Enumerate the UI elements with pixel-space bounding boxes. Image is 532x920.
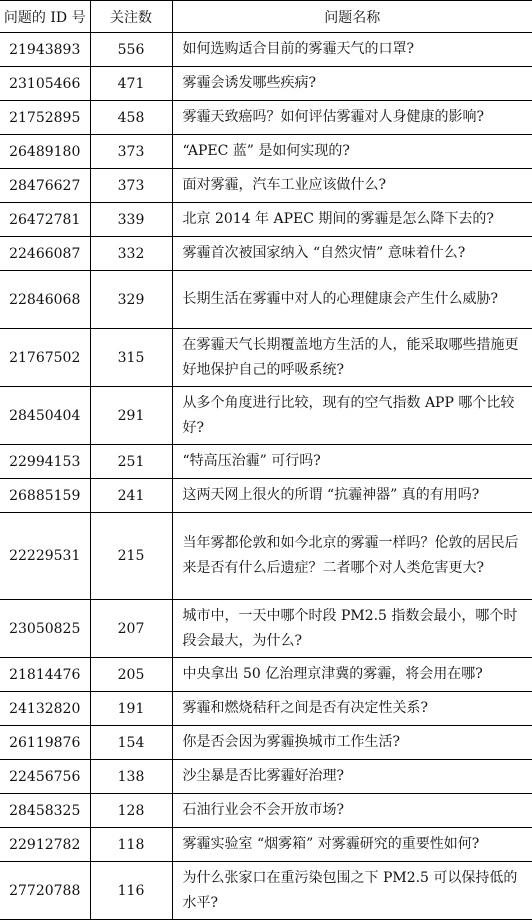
table-row xyxy=(0,794,532,828)
question-title-cell: 从多个角度进行比较，现有的空气指数 APP 哪个比较好? xyxy=(172,387,532,445)
question-id-cell: 21767502 xyxy=(0,329,90,387)
table-row xyxy=(0,600,532,658)
question-title-cell: 当年雾都伦敦和如今北京的雾霾一样吗？伦敦的居民后来是否有什么后遗症？二者哪个对人类危害更大? xyxy=(172,513,532,600)
question-id-cell: 22912782 xyxy=(0,828,90,862)
table-row xyxy=(0,445,532,479)
followers-cell: 339 xyxy=(90,203,172,237)
question-title-cell: 沙尘暴是否比雾霾好治理? xyxy=(172,760,532,794)
question-id-cell: 23050825 xyxy=(0,600,90,658)
question-id-cell: 22229531 xyxy=(0,513,90,600)
question-id-cell: 21943893 xyxy=(0,33,90,67)
table-row xyxy=(0,513,532,600)
table-row xyxy=(0,760,532,794)
question-title-cell: 北京 2014 年 APEC 期间的雾霾是怎么降下去的? xyxy=(172,203,532,237)
question-id-cell: 28476627 xyxy=(0,169,90,203)
question-id-cell: 26885159 xyxy=(0,479,90,513)
table-row xyxy=(0,67,532,101)
followers-cell: 118 xyxy=(90,828,172,862)
followers-cell: 207 xyxy=(90,600,172,658)
question-title-cell: 雾霾会诱发哪些疾病? xyxy=(172,67,532,101)
question-id-cell: 23105466 xyxy=(0,67,90,101)
table-row xyxy=(0,33,532,67)
followers-cell: 471 xyxy=(90,67,172,101)
followers-cell: 291 xyxy=(90,387,172,445)
table-row xyxy=(0,387,532,445)
question-id-cell: 22846068 xyxy=(0,271,90,329)
followers-cell: 556 xyxy=(90,33,172,67)
header-row xyxy=(0,1,532,33)
followers-cell: 215 xyxy=(90,513,172,600)
question-id-cell: 22994153 xyxy=(0,445,90,479)
followers-cell: 241 xyxy=(90,479,172,513)
table-row xyxy=(0,828,532,862)
question-title-cell: 你是否会因为雾霾换城市工作生活? xyxy=(172,726,532,760)
question-id-cell: 26119876 xyxy=(0,726,90,760)
followers-cell: 332 xyxy=(90,237,172,271)
question-title-cell: 面对雾霾，汽车工业应该做什么? xyxy=(172,169,532,203)
question-id-cell: 22466087 xyxy=(0,237,90,271)
followers-cell: 251 xyxy=(90,445,172,479)
followers-cell: 373 xyxy=(90,169,172,203)
followers-cell: 373 xyxy=(90,135,172,169)
table-row xyxy=(0,271,532,329)
question-id-cell: 27720788 xyxy=(0,862,90,920)
question-title-cell: 雾霾实验室 “烟雾箱” 对雾霾研究的重要性如何? xyxy=(172,828,532,862)
header-followers: 关注数 xyxy=(90,1,172,33)
question-title-cell: 中央拿出 50 亿治理京津冀的雾霾，将会用在哪? xyxy=(172,658,532,692)
question-title-cell: 石油行业会不会开放市场? xyxy=(172,794,532,828)
table-row xyxy=(0,237,532,271)
table-row xyxy=(0,101,532,135)
question-title-cell: 为什么张家口在重污染包围之下 PM2.5 可以保持低的水平? xyxy=(172,862,532,920)
table-row xyxy=(0,658,532,692)
table-row xyxy=(0,726,532,760)
question-id-cell: 24132820 xyxy=(0,692,90,726)
question-title-cell: “特高压治霾” 可行吗? xyxy=(172,445,532,479)
followers-cell: 138 xyxy=(90,760,172,794)
question-title-cell: 在雾霾天气长期覆盖地方生活的人，能采取哪些措施更好地保护自己的呼吸系统? xyxy=(172,329,532,387)
table-row xyxy=(0,329,532,387)
question-title-cell: 雾霾首次被国家纳入 “自然灾情” 意味着什么? xyxy=(172,237,532,271)
question-title-cell: “APEC 蓝” 是如何实现的? xyxy=(172,135,532,169)
table-row xyxy=(0,479,532,513)
table-row xyxy=(0,135,532,169)
followers-cell: 116 xyxy=(90,862,172,920)
followers-cell: 154 xyxy=(90,726,172,760)
question-id-cell: 21814476 xyxy=(0,658,90,692)
question-id-cell: 28450404 xyxy=(0,387,90,445)
question-title-cell: 雾霾天致癌吗？如何评估雾霾对人身健康的影响? xyxy=(172,101,532,135)
followers-cell: 315 xyxy=(90,329,172,387)
followers-cell: 329 xyxy=(90,271,172,329)
question-id-cell: 21752895 xyxy=(0,101,90,135)
question-title-cell: 如何选购适合目前的雾霾天气的口罩? xyxy=(172,33,532,67)
followers-cell: 205 xyxy=(90,658,172,692)
header-question: 问题名称 xyxy=(172,1,532,33)
question-id-cell: 26472781 xyxy=(0,203,90,237)
question-id-cell: 28458325 xyxy=(0,794,90,828)
followers-cell: 191 xyxy=(90,692,172,726)
question-title-cell: 城市中，一天中哪个时段 PM2.5 指数会最小，哪个时段会最大，为什么? xyxy=(172,600,532,658)
question-title-cell: 长期生活在雾霾中对人的心理健康会产生什么威胁? xyxy=(172,271,532,329)
table-row xyxy=(0,169,532,203)
question-title-cell: 这两天网上很火的所谓 “抗霾神器” 真的有用吗? xyxy=(172,479,532,513)
table-row xyxy=(0,203,532,237)
header-id: 问题的 ID 号 xyxy=(0,1,90,33)
followers-cell: 128 xyxy=(90,794,172,828)
table-body xyxy=(0,33,532,920)
question-title-cell: 雾霾和燃烧秸秆之间是否有决定性关系? xyxy=(172,692,532,726)
question-id-cell: 26489180 xyxy=(0,135,90,169)
question-id-cell: 22456756 xyxy=(0,760,90,794)
table-row xyxy=(0,862,532,920)
followers-cell: 458 xyxy=(90,101,172,135)
table-row xyxy=(0,692,532,726)
